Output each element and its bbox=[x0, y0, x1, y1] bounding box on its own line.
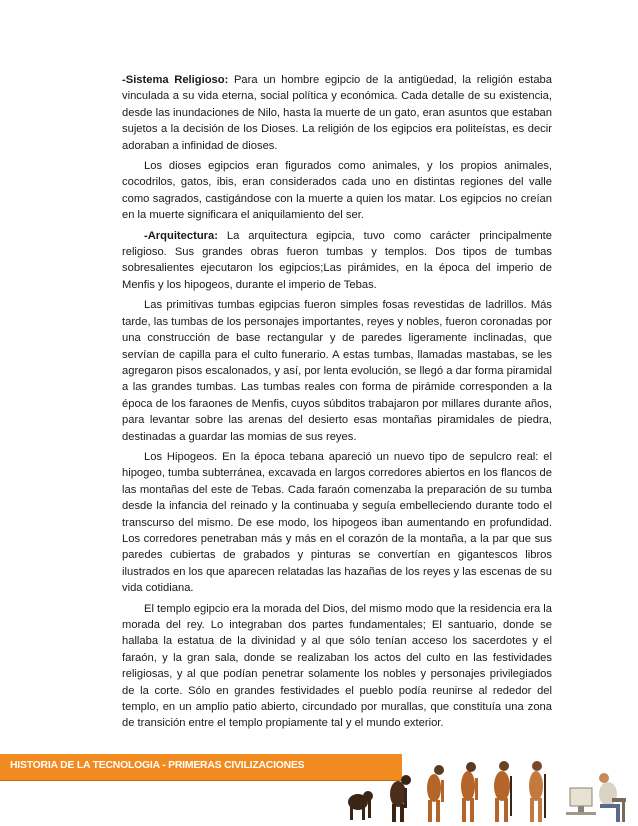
paragraph-text: Los dioses egipcios eran figurados como animales, y los propios animales, cocodrilos, gatos, ibis, eran considerados cada uno en distintas regiones del valle como sagrados, castigándose con la muerte a quien los matar. Los egipcios no creían en la muerte significara el aniquilamiento del ser. bbox=[122, 160, 552, 222]
paragraph-hypogea bbox=[122, 449, 552, 597]
heading-architecture: -Arquitectura: bbox=[144, 229, 218, 242]
evolution-figure-australopithecus bbox=[390, 775, 411, 822]
document-body bbox=[122, 72, 552, 736]
paragraph-text: Para un hombre egipcio de la antigüedad, la religión estaba vinculada a su vida eterna, social política y económica. Cada detalle de su existencia, desde las inundaciones de Nilo, hasta la muerte de un gato, eran asuntos que estaban sujetos a la decisión de los Dioses. La religión de los egipcios era politeístas, es decir adoraban a infinidad de dioses. bbox=[122, 74, 552, 152]
evolution-figure-neanderthal bbox=[494, 761, 512, 822]
paragraph-gods bbox=[122, 158, 552, 224]
heading-religious-system: -Sistema Religioso: bbox=[122, 74, 229, 86]
paragraph-text: La arquitectura egipcia, tuvo como carácter principalmente religioso. Sus grandes obras fueron tumbas y templos. Dos tipos de tumbas sobresalientes ejecutaron los egipcios;Las pirámides, en la época del imperio de Menfis y los hipogeos, durante el imperio de Tebas. bbox=[122, 229, 552, 291]
paragraph-architecture bbox=[122, 228, 552, 294]
evolution-figure-sapiens bbox=[529, 761, 546, 822]
evolution-figure-habilis bbox=[427, 765, 444, 822]
paragraph-religious-system bbox=[122, 72, 552, 154]
evolution-figure-computer-user bbox=[566, 773, 626, 822]
paragraph-text: Las primitivas tumbas egipcias fueron simples fosas revestidas de ladrillos. Más tarde, las tumbas de los personajes importantes, reyes y nobles, fueron coronadas por una construcción de base rectangular y de paredes ligeramente inclinadas, que servían de capilla para el culto funerario. A estas tumbas, llamadas mastabas, se les agregaron pisos escalonados, y así, por lenta evolución, se llegó a dar forma piramidal a las grandes tumbas. Las tumbas reales con forma de pirámide corresponden a la época de los faraones de Menfis, cuyos súbditos trabajaron por millares durante años, para levantar sobre las arenas del desierto esas montañas piramidales de piedra, destinadas a guardar las momias de sus reyes. bbox=[122, 299, 552, 443]
paragraph-text: Los Hipogeos. En la época tebana apareció un nuevo tipo de sepulcro real: el hipogeo, tumba subterránea, excavada en largos corredores abiertos en los flancos de las montañas del este de Tebas. Cada faraón comenzaba la preparación de su tumba desde la infancia del reinado y la continuaba y seguía embelleciendo durante todo el transcurso del mismo. De ese modo, los hipogeos iban aumentando en profundidad. Los corredores penetraban más y más en el corazón de la montaña, a la par que sus paredes cubiertas de grabados y pinturas se convertían en gigantescos libros ilustrados en los que aparecen relatadas las hazañas de los reyes y las escenas de su vida cotidiana. bbox=[122, 450, 552, 595]
human-evolution-illustration bbox=[338, 758, 638, 826]
paragraph-tombs bbox=[122, 297, 552, 445]
evolution-figure-erectus bbox=[461, 762, 478, 822]
footer-title: HISTORIA DE LA TECNOLOGIA - PRIMERAS CIVILIZACIONES bbox=[10, 760, 305, 771]
paragraph-text: El templo egipcio era la morada del Dios, del mismo modo que la residencia era la morada del rey. Lo integraban dos partes fundamentales; El santuario, donde se hallaba la estatua de la divinidad y al que sólo tenían acceso los sacerdotes y el faraón, y la gran sala, donde se realizaban los actos del culto en las festividades religiosas, y al que podían penetrar solamente los nobles y personajes privilegiados de la corte. Sólo en grandes festividades el pueblo podía reunirse al rededor del templo, en un amplio patio abierto, circundado por murallas, que constituía una zona de transición entre el templo propiamente tal y el mundo exterior. bbox=[122, 602, 552, 730]
evolution-figure-ape bbox=[348, 791, 373, 820]
paragraph-temple bbox=[122, 601, 552, 732]
